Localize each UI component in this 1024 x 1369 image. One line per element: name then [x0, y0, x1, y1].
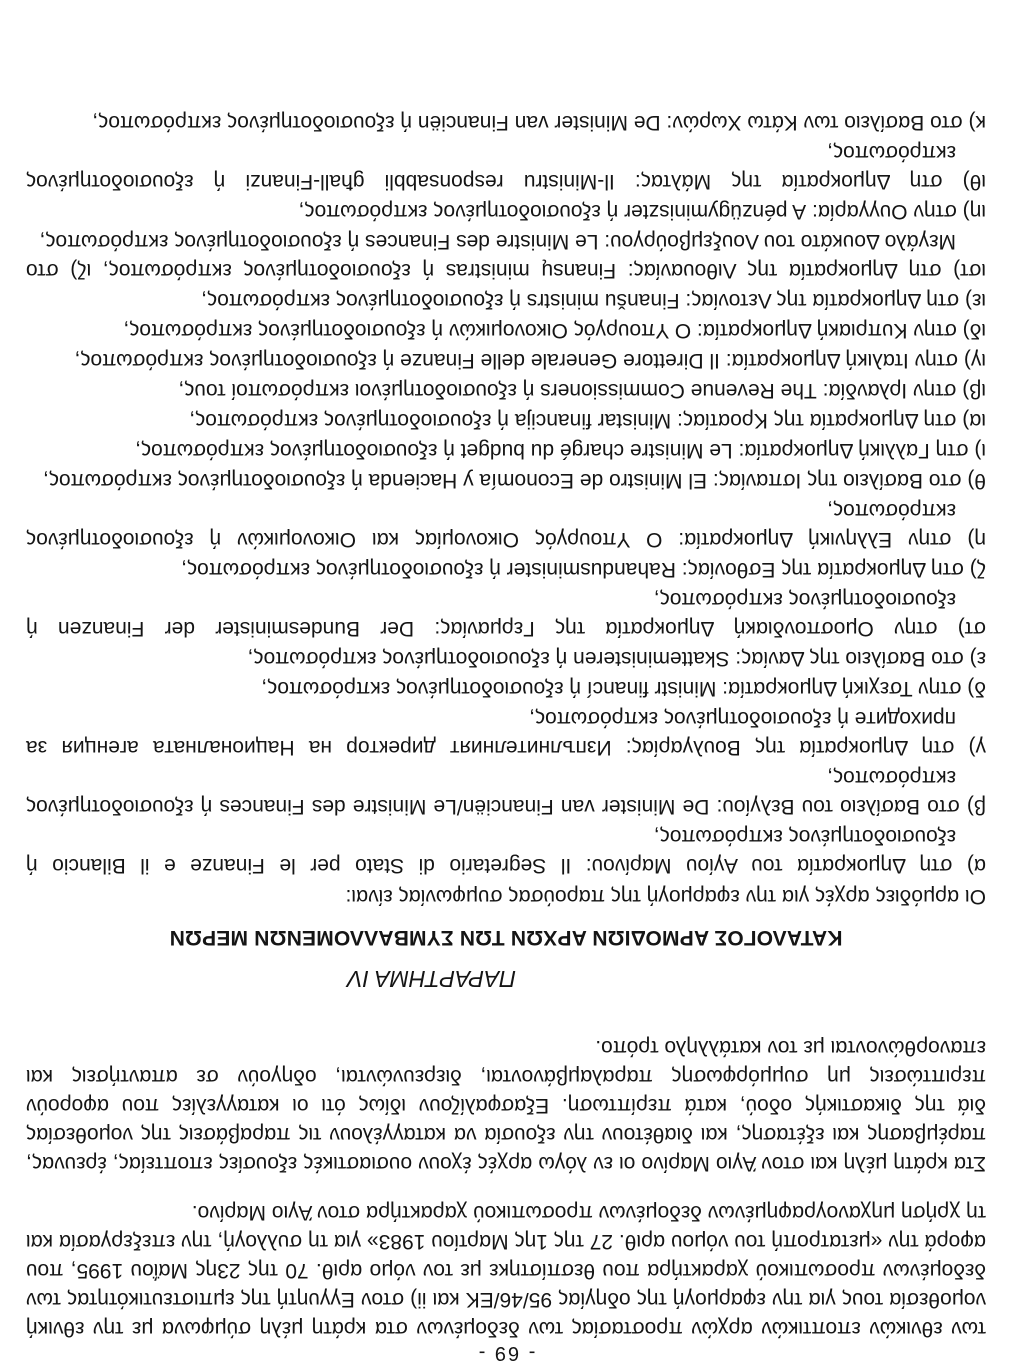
list-item: ι) στη Γαλλική Δημοκρατία: Le Ministre chargé du budget ή εξουσιοδοτημένος εκπρόσωπος,	[135, 439, 986, 462]
list-item: ια) στη Δημοκρατία της Κροατίας: Ministar financija ή εξουσιοδοτημένος εκπρόσωπος,	[189, 409, 986, 432]
list-item: κ) στο Βασίλειο των Κάτω Χωρών: De Minister van Financiën ή εξουσιοδοτημένος εκπρόσωπος,	[92, 111, 986, 134]
list-item: γ) στη Δημοκρατία της Βουλγαρίας: Изпълнителният директор на Националната агенция за приходите ή εξουσιοδοτημένος εκπρόσωπος,	[26, 707, 986, 759]
list-item: β) στο Βασίλειο του Βελγίου: De Minister van Financiën/Le Ministre des Finances ή εξουσιοδοτημένος εκπρόσωπος,	[26, 766, 986, 818]
list-item: ιη) στην Ουγγαρία: A pénzügyminiszter ή εξουσιοδοτημένος εκπρόσωπος,	[298, 200, 986, 223]
list-item: α) στη Δημοκρατία του Αγίου Μαρίνου: Il Segretario di Stato per le Finanze e il Bilancio ή εξουσιοδοτημένος εκπρόσωπος,	[26, 825, 986, 877]
list-item: η) στην Ελληνική Δημοκρατία: Ο Υπουργός Οικονομίας και Οικονομικών ή εξουσιοδοτημένος εκπρόσωπος,	[26, 499, 986, 551]
list-item: ιε) στη Δημοκρατία της Λετονίας: Finanšu ministrs ή εξουσιοδοτημένος εκπρόσωπος,	[201, 289, 986, 312]
paragraph-supervisory-authorities: των εθνικών εποπτικών αρχών προστασίας των δεδομένων στα κράτη μέλη σύμφωνα με την εθνική νομοθεσία τους για την εφαρμογή της οδηγίας 95/46/ΕΚ και ii) στον Εγγυητή της εμπιστευτικότητας των δεδομένων προσωπικού χαρακτήρα που θεσπίστηκε με τον νόμο αριθ. 70 της 23ης Μαΐου 1995, που αφορά την «μετατροπή του νόμου αριθ. 27 της 1ης Μαρτίου 1983» για τη συλλογή, την επεξεργασία και τη χρήση μηχανογραφημένων δεδομένων προσωπικού χαρακτήρα στον Άγιο Μαρίνο.	[26, 1201, 986, 1340]
list-item: θ) στο Βασίλειο της Ισπανίας: El Ministro de Economía y Hacienda ή εξουσιοδοτημένος εκπρόσωπος,	[43, 469, 986, 492]
page-number: - 69 -	[476, 1342, 536, 1364]
list-heading: ΚΑΤΑΛΟΓΟΣ ΑΡΜΟΔΙΩΝ ΑΡΧΩΝ ΤΩΝ ΣΥΜΒΑΛΛΟΜΕΝΩΝ ΜΕΡΩΝ	[169, 926, 843, 949]
list-item: ε) στο Βασίλειο της Δανίας: Skatteministeren ή εξουσιοδοτημένος εκπρόσωπος,	[247, 647, 986, 670]
authorities-list	[26, 108, 986, 880]
list-item: ζ) στη Δημοκρατία της Εσθονίας: Rahandusminister ή εξουσιοδοτημένος εκπρόσωπος,	[181, 558, 986, 581]
list-item: στ) στην Ομοσπονδιακή Δημοκρατία της Γερμανίας: Der Bundesminister der Finanzen ή εξουσιοδοτημένος εκπρόσωπος,	[26, 588, 986, 640]
list-item: ιδ) στην Κυπριακή Δημοκρατία: Ο Υπουργός Οικονομικών ή εξουσιοδοτημένος εκπρόσωπος,	[123, 319, 986, 342]
annex-title: ΠΑΡΑΡΤΗΜΑ IV	[347, 966, 516, 992]
list-lead: Οι αρμόδιες αρχές για την εφαρμογή της παρούσας συμφωνίας είναι:	[345, 885, 986, 908]
list-item: ιβ) στην Ιρλανδία: The Revenue Commissioners ή εξουσιοδοτημένοι εκπρόσωποί τους,	[178, 379, 986, 402]
list-item: ιθ) στη Δημοκρατία της Μάλτας: Il-Ministru responsabbli għall-Finanzi ή εξουσιοδοτημένος εκπρόσωπος,	[26, 141, 986, 193]
list-item: ιστ) στη Δημοκρατία της Λιθουανίας: Finansų ministras ή εξουσιοδοτημένος εκπρόσωπος, ιζ) στο Μεγάλο Δουκάτο του Λουξεμβούργου: Le Ministre des Finances ή εξουσιοδοτημένος εκπρόσωπος,	[26, 230, 986, 282]
list-item: δ) στην Τσεχική Δημοκρατία: Ministr financí ή εξουσιοδοτημένος εκπρόσωπος,	[261, 677, 986, 700]
paragraph-powers: Στα κράτη μέλη και στον Άγιο Μαρίνο οι εν λόγω αρχές έχουν ουσιαστικές εξουσίες εποπτείας, έρευνας, παρέμβασης και εξέτασης, και διαθέτουν την εξουσία να καταγγέλουν τις παραβάσεις της νομοθεσίας διά της δικαστικής οδού, κατά περίπτωση. Εξασφαλίζουν ιδίως ότι οι καταγγελίες που αφορούν περιπτώσεις μη συμμόρφωσης παραλαμβάνονται, διερευνώνται, οδηγούν σε απαντήσεις και επανορθώνονται με τον κατάλληλο τρόπο.	[26, 1036, 986, 1175]
list-item: ιγ) στην Ιταλική Δημοκρατία: Il Direttore Generale delle Finanze ή εξουσιοδοτημένος εκπρόσωπος,	[74, 349, 986, 372]
